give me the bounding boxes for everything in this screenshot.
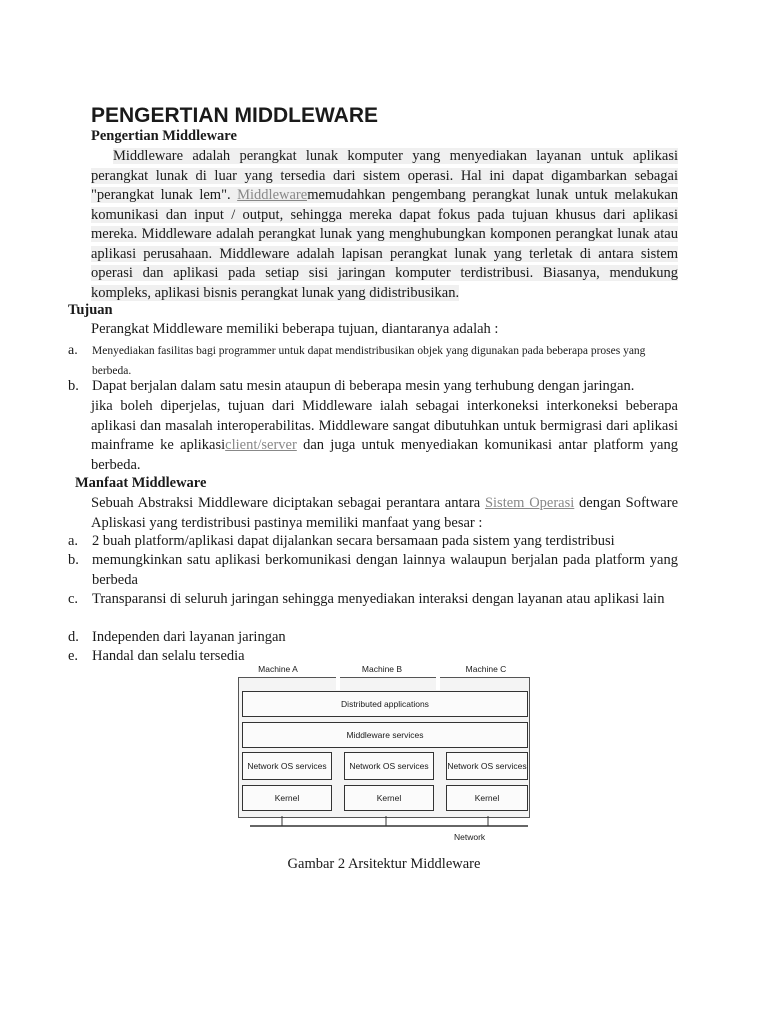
list-marker: a. bbox=[68, 343, 78, 358]
list-marker: b. bbox=[68, 378, 79, 394]
list-marker: c. bbox=[68, 591, 79, 607]
middleware-services-box: Middleware services bbox=[242, 722, 528, 748]
machine-b-label: Machine B bbox=[361, 664, 403, 674]
list-text: Dapat berjalan dalam satu mesin ataupun di beberapa mesin yang terhubung dengan jaringan. bbox=[92, 378, 635, 394]
page-title: PENGERTIAN MIDDLEWARE bbox=[91, 104, 379, 127]
sistem-operasi-link[interactable]: Sistem Operasi bbox=[484, 495, 575, 511]
kernel-box: Kernel bbox=[446, 785, 528, 811]
machine-a-label: Machine A bbox=[258, 664, 298, 674]
paragraph-text: jika boleh diperjelas, tujuan dari Middleware ialah sebagai interkoneksi interkoneksi beberapa aplikasi dan masalah interoperabilitas. Middleware sangat dibutuhkan untuk bermigrasi dari aplikasi mainframe ke aplikasi bbox=[91, 398, 678, 453]
section-heading-pengertian: Pengertian Middleware bbox=[91, 128, 237, 144]
list-marker: a. bbox=[68, 533, 79, 549]
list-text: memungkinkan satu aplikasi berkomunikasi dengan lainnya walaupun berjalan pada platform yang berbeda bbox=[92, 552, 678, 588]
network-label: Network bbox=[454, 832, 486, 842]
paragraph-tujuan bbox=[91, 397, 678, 475]
list-marker: b. bbox=[68, 552, 79, 568]
section-heading-manfaat: Manfaat Middleware bbox=[75, 475, 207, 491]
paragraph-pengertian bbox=[91, 147, 678, 303]
client-server-link[interactable]: client/server bbox=[225, 437, 297, 453]
list-text: Transparansi di seluruh jaringan sehingga menyediakan interaksi dengan layanan atau aplikasi lain bbox=[92, 591, 665, 607]
paragraph-text: Middleware adalah perangkat lunak komputer yang menyediakan layanan untuk aplikasi perangkat lunak di luar yang tersedia dari sistem operasi. Hal ini dapat digambarkan sebagai "perangkat lunak lem". bbox=[91, 148, 678, 203]
list-item bbox=[68, 341, 678, 381]
network-os-services-box: Network OS services bbox=[446, 752, 528, 780]
network-os-services-box: Network OS services bbox=[242, 752, 332, 780]
machine-c-label: Machine C bbox=[465, 664, 507, 674]
list-text: Independen dari layanan jaringan bbox=[92, 629, 286, 645]
list-marker: e. bbox=[68, 648, 79, 664]
section-heading-tujuan: Tujuan bbox=[68, 302, 113, 318]
figure-caption: Gambar 2 Arsitektur Middleware bbox=[287, 856, 481, 872]
tujuan-intro: Perangkat Middleware memiliki beberapa tujuan, diantaranya adalah : bbox=[91, 321, 499, 337]
kernel-box: Kernel bbox=[242, 785, 332, 811]
network-os-services-box: Network OS services bbox=[344, 752, 434, 780]
paragraph-text: dan juga untuk menyediakan komunikasi antar platform yang berbeda. bbox=[91, 437, 678, 473]
middleware-architecture-diagram bbox=[236, 664, 534, 844]
paragraph-text: Sebuah Abstraksi Middleware diciptakan sebagai perantara antara bbox=[91, 495, 485, 511]
list-text: 2 buah platform/aplikasi dapat dijalankan secara bersamaan pada sistem yang terdistribusi bbox=[92, 533, 615, 549]
list-marker: d. bbox=[68, 629, 79, 645]
kernel-box: Kernel bbox=[344, 785, 434, 811]
network-lines bbox=[236, 664, 534, 844]
list-text: Handal dan selalu tersedia bbox=[92, 648, 245, 664]
list-text: Menyediakan fasilitas bagi programmer untuk dapat mendistribusikan objek yang digunakan pada beberapa proses yang berbeda. bbox=[92, 345, 646, 377]
paragraph-text: memudahkan pengembang perangkat lunak untuk melakukan komunikasi dan input / output, sehingga mereka dapat fokus pada tujuan khusus dari aplikasi mereka. Middleware adalah perangkat lunak yang menghubungkan komponen perangkat lunak atau aplikasi perusahaan. Middleware adalah lapisan perangkat lunak yang terletak di antara sistem operasi dan aplikasi pada setiap sisi jaringan komputer terdistribusi. Biasanya, mendukung kompleks, aplikasi bisnis perangkat lunak yang didistribusikan. bbox=[91, 187, 678, 301]
distributed-applications-box: Distributed applications bbox=[242, 691, 528, 717]
middleware-link[interactable]: Middleware bbox=[237, 187, 308, 203]
paragraph-text: dengan Software Apliskasi yang terdistribusi pastinya memiliki manfaat yang besar : bbox=[91, 495, 679, 531]
paragraph-manfaat bbox=[91, 494, 678, 533]
